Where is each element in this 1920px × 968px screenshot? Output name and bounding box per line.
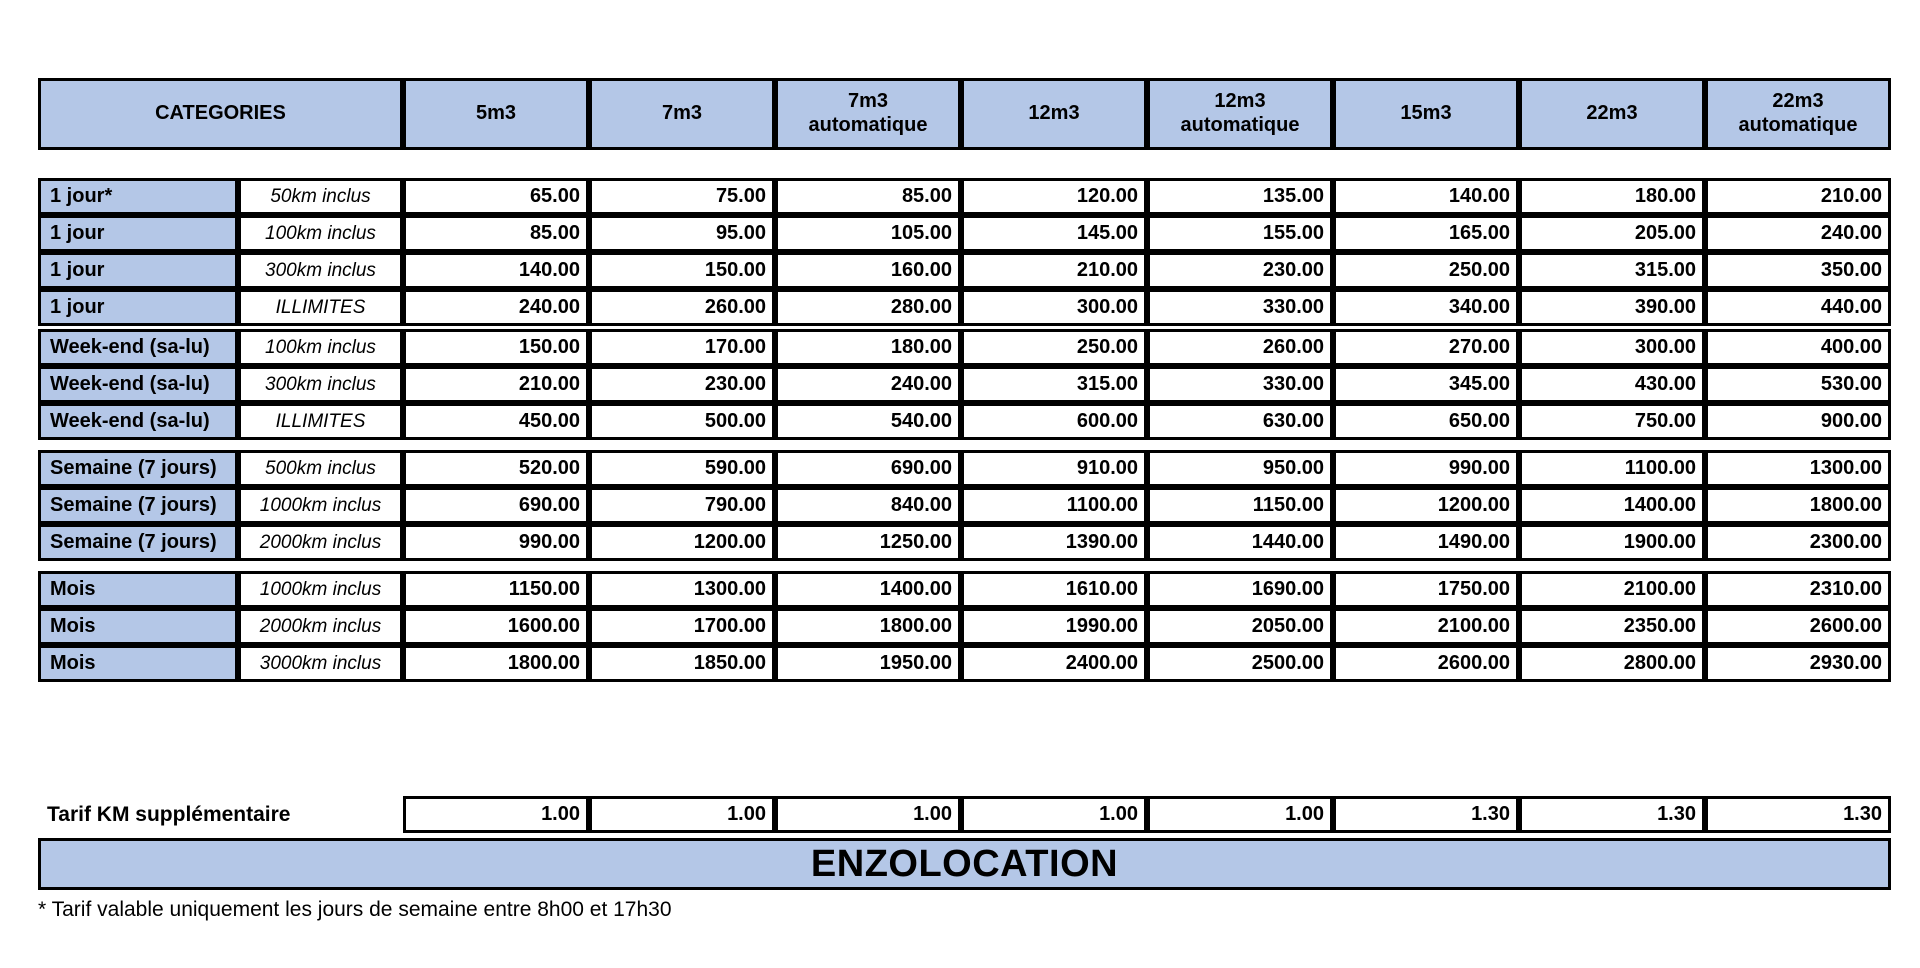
table-row (38, 329, 1891, 366)
price-cell: 240.00 (1705, 215, 1891, 252)
header-categories: CATEGORIES (38, 78, 403, 150)
row-category: Semaine (7 jours) (38, 524, 238, 561)
price-cell: 900.00 (1705, 403, 1891, 440)
row-mileage: 3000km inclus (238, 645, 403, 682)
supplement-value: 1.00 (589, 796, 775, 833)
price-cell: 85.00 (403, 215, 589, 252)
supplement-value: 1.00 (775, 796, 961, 833)
table-row (38, 487, 1891, 524)
price-cell: 1700.00 (589, 608, 775, 645)
price-cell: 1300.00 (1705, 450, 1891, 487)
price-cell: 85.00 (775, 178, 961, 215)
row-category: Semaine (7 jours) (38, 450, 238, 487)
price-cell: 1950.00 (775, 645, 961, 682)
price-cell: 250.00 (961, 329, 1147, 366)
table-row (38, 608, 1891, 645)
price-cell: 840.00 (775, 487, 961, 524)
price-cell: 790.00 (589, 487, 775, 524)
price-cell: 240.00 (775, 366, 961, 403)
price-cell: 345.00 (1333, 366, 1519, 403)
table-row (38, 403, 1891, 440)
price-cell: 65.00 (403, 178, 589, 215)
price-cell: 150.00 (589, 252, 775, 289)
row-category: Week-end (sa-lu) (38, 403, 238, 440)
price-cell: 1800.00 (403, 645, 589, 682)
price-cell: 2050.00 (1147, 608, 1333, 645)
price-cell: 230.00 (589, 366, 775, 403)
price-cell: 600.00 (961, 403, 1147, 440)
price-cell: 330.00 (1147, 366, 1333, 403)
price-cell: 390.00 (1519, 289, 1705, 326)
price-cell: 1690.00 (1147, 571, 1333, 608)
row-mileage: 1000km inclus (238, 571, 403, 608)
supplement-value: 1.30 (1519, 796, 1705, 833)
price-cell: 1850.00 (589, 645, 775, 682)
price-block (38, 450, 1891, 561)
supplement-table (38, 796, 1891, 833)
row-mileage: 2000km inclus (238, 608, 403, 645)
price-cell: 210.00 (961, 252, 1147, 289)
table-row (38, 252, 1891, 289)
price-cell: 205.00 (1519, 215, 1705, 252)
row-mileage: 500km inclus (238, 450, 403, 487)
price-cell: 340.00 (1333, 289, 1519, 326)
supplement-value: 1.30 (1705, 796, 1891, 833)
price-cell: 1150.00 (1147, 487, 1333, 524)
price-cell: 990.00 (403, 524, 589, 561)
price-cell: 590.00 (589, 450, 775, 487)
price-cell: 690.00 (775, 450, 961, 487)
supplement-value: 1.00 (403, 796, 589, 833)
row-mileage: ILLIMITES (238, 289, 403, 326)
table-row (38, 178, 1891, 215)
price-table (38, 329, 1891, 440)
price-table (38, 450, 1891, 561)
price-cell: 210.00 (1705, 178, 1891, 215)
price-cell: 910.00 (961, 450, 1147, 487)
price-cell: 330.00 (1147, 289, 1333, 326)
price-cell: 2600.00 (1705, 608, 1891, 645)
price-cell: 630.00 (1147, 403, 1333, 440)
price-cell: 2500.00 (1147, 645, 1333, 682)
price-cell: 75.00 (589, 178, 775, 215)
row-mileage: 100km inclus (238, 215, 403, 252)
price-cell: 2300.00 (1705, 524, 1891, 561)
price-cell: 180.00 (775, 329, 961, 366)
price-cell: 270.00 (1333, 329, 1519, 366)
price-cell: 520.00 (403, 450, 589, 487)
price-cell: 150.00 (403, 329, 589, 366)
row-category: Mois (38, 608, 238, 645)
price-table (38, 178, 1891, 326)
price-cell: 430.00 (1519, 366, 1705, 403)
table-header (38, 78, 1891, 150)
price-cell: 1990.00 (961, 608, 1147, 645)
table-row (38, 524, 1891, 561)
supplement-value: 1.30 (1333, 796, 1519, 833)
price-cell: 135.00 (1147, 178, 1333, 215)
price-cell: 165.00 (1333, 215, 1519, 252)
table-row (38, 796, 1891, 833)
price-cell: 250.00 (1333, 252, 1519, 289)
header-col-0: 5m3 (403, 78, 589, 150)
price-cell: 1200.00 (589, 524, 775, 561)
row-mileage: ILLIMITES (238, 403, 403, 440)
price-cell: 95.00 (589, 215, 775, 252)
table-row (38, 366, 1891, 403)
price-table (38, 571, 1891, 682)
row-category: 1 jour (38, 289, 238, 326)
price-cell: 105.00 (775, 215, 961, 252)
price-block (38, 329, 1891, 440)
price-cell: 1600.00 (403, 608, 589, 645)
row-mileage: 300km inclus (238, 366, 403, 403)
row-category: Mois (38, 645, 238, 682)
price-cell: 530.00 (1705, 366, 1891, 403)
price-cell: 280.00 (775, 289, 961, 326)
price-cell: 440.00 (1705, 289, 1891, 326)
row-mileage: 1000km inclus (238, 487, 403, 524)
price-cell: 315.00 (1519, 252, 1705, 289)
price-cell: 1100.00 (1519, 450, 1705, 487)
row-category: Week-end (sa-lu) (38, 366, 238, 403)
price-cell: 140.00 (1333, 178, 1519, 215)
row-mileage: 300km inclus (238, 252, 403, 289)
price-cell: 1300.00 (589, 571, 775, 608)
price-cell: 1400.00 (1519, 487, 1705, 524)
price-block (38, 571, 1891, 682)
price-cell: 260.00 (1147, 329, 1333, 366)
row-category: Week-end (sa-lu) (38, 329, 238, 366)
table-row (38, 215, 1891, 252)
price-cell: 1610.00 (961, 571, 1147, 608)
price-cell: 180.00 (1519, 178, 1705, 215)
price-cell: 450.00 (403, 403, 589, 440)
price-cell: 1400.00 (775, 571, 961, 608)
table-row (38, 289, 1891, 326)
price-cell: 400.00 (1705, 329, 1891, 366)
price-cell: 2100.00 (1519, 571, 1705, 608)
price-cell: 990.00 (1333, 450, 1519, 487)
header-col-6: 22m3 (1519, 78, 1705, 150)
price-cell: 160.00 (775, 252, 961, 289)
row-mileage: 2000km inclus (238, 524, 403, 561)
supplement-value: 1.00 (1147, 796, 1333, 833)
row-category: 1 jour (38, 252, 238, 289)
price-cell: 690.00 (403, 487, 589, 524)
footnote: * Tarif valable uniquement les jours de semaine entre 8h00 et 17h30 (38, 898, 672, 921)
row-mileage: 50km inclus (238, 178, 403, 215)
table-row (38, 571, 1891, 608)
price-cell: 300.00 (1519, 329, 1705, 366)
row-category: Semaine (7 jours) (38, 487, 238, 524)
price-cell: 2100.00 (1333, 608, 1519, 645)
price-cell: 1800.00 (775, 608, 961, 645)
price-cell: 1150.00 (403, 571, 589, 608)
price-cell: 140.00 (403, 252, 589, 289)
price-cell: 1900.00 (1519, 524, 1705, 561)
price-cell: 145.00 (961, 215, 1147, 252)
price-cell: 2350.00 (1519, 608, 1705, 645)
price-cell: 2310.00 (1705, 571, 1891, 608)
price-cell: 120.00 (961, 178, 1147, 215)
price-cell: 540.00 (775, 403, 961, 440)
header-col-7: 22m3 automatique (1705, 78, 1891, 150)
price-cell: 260.00 (589, 289, 775, 326)
price-cell: 2800.00 (1519, 645, 1705, 682)
price-cell: 350.00 (1705, 252, 1891, 289)
price-cell: 2930.00 (1705, 645, 1891, 682)
price-cell: 240.00 (403, 289, 589, 326)
price-cell: 1800.00 (1705, 487, 1891, 524)
price-cell: 1490.00 (1333, 524, 1519, 561)
header-col-4: 12m3 automatique (1147, 78, 1333, 150)
supplement-row (38, 796, 1891, 833)
header-col-3: 12m3 (961, 78, 1147, 150)
header-col-5: 15m3 (1333, 78, 1519, 150)
price-cell: 170.00 (589, 329, 775, 366)
row-category: 1 jour (38, 215, 238, 252)
row-mileage: 100km inclus (238, 329, 403, 366)
price-cell: 210.00 (403, 366, 589, 403)
header-col-2: 7m3 automatique (775, 78, 961, 150)
price-cell: 500.00 (589, 403, 775, 440)
price-cell: 1100.00 (961, 487, 1147, 524)
header-table (38, 78, 1891, 150)
header-col-1: 7m3 (589, 78, 775, 150)
price-cell: 750.00 (1519, 403, 1705, 440)
price-block (38, 178, 1891, 326)
price-cell: 2400.00 (961, 645, 1147, 682)
supplement-value: 1.00 (961, 796, 1147, 833)
table-row (38, 645, 1891, 682)
price-cell: 1440.00 (1147, 524, 1333, 561)
table-row (38, 450, 1891, 487)
price-cell: 950.00 (1147, 450, 1333, 487)
price-cell: 315.00 (961, 366, 1147, 403)
price-cell: 155.00 (1147, 215, 1333, 252)
header-row (38, 78, 1891, 150)
price-cell: 650.00 (1333, 403, 1519, 440)
price-cell: 1750.00 (1333, 571, 1519, 608)
supplement-label: Tarif KM supplémentaire (47, 802, 291, 826)
price-cell: 1250.00 (775, 524, 961, 561)
price-cell: 1200.00 (1333, 487, 1519, 524)
row-category: Mois (38, 571, 238, 608)
price-cell: 300.00 (961, 289, 1147, 326)
price-cell: 230.00 (1147, 252, 1333, 289)
row-category: 1 jour* (38, 178, 238, 215)
price-cell: 1390.00 (961, 524, 1147, 561)
company-banner: ENZOLOCATION (38, 838, 1891, 890)
price-cell: 2600.00 (1333, 645, 1519, 682)
